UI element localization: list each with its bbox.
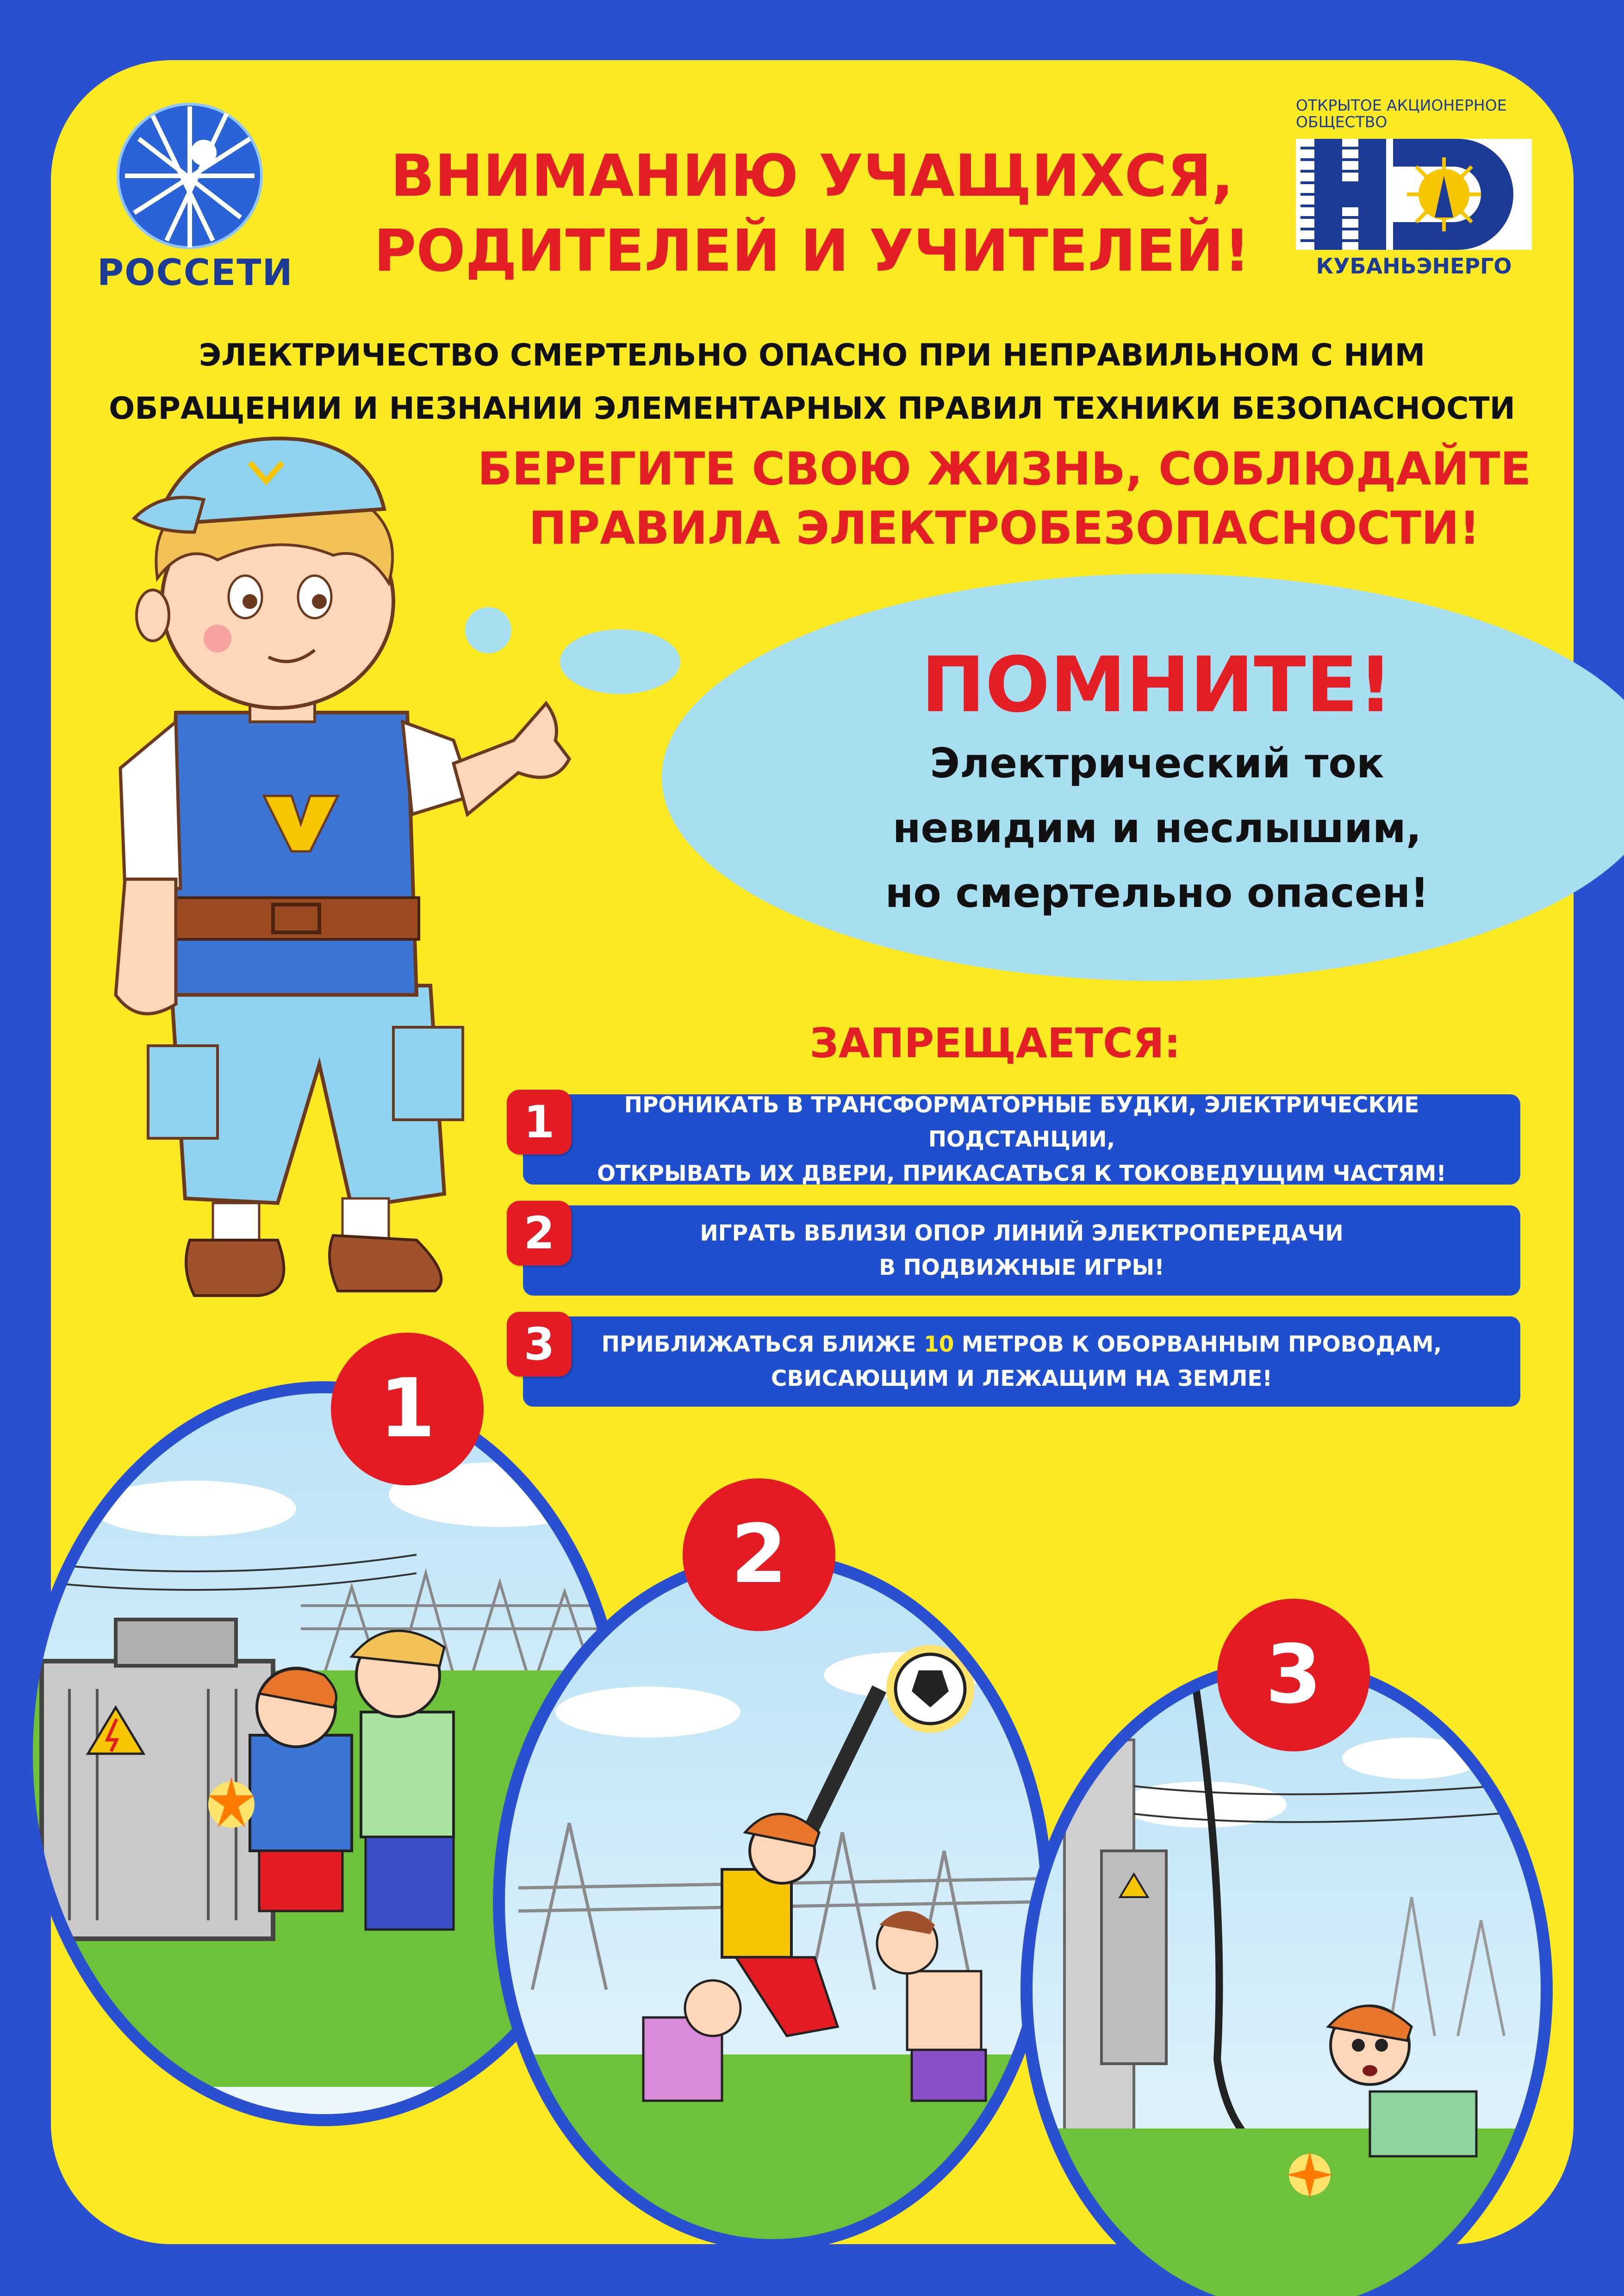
remember-line-2: невидим и неслышим, <box>892 804 1422 852</box>
rule-3-number-badge: 3 <box>507 1312 572 1377</box>
rule-3-line-1-end: МЕТРОВ К ОБОРВАННЫМ ПРОВОДАМ, <box>954 1331 1442 1357</box>
title-line-2: РОДИТЕЛЕЙ И УЧИТЕЛЕЙ! <box>373 217 1251 285</box>
fallen-wire-scene-icon <box>1018 1657 1574 2296</box>
subtitle <box>93 329 1531 435</box>
kubanenergo-caption-line1: ОТКРЫТОЕ АКЦИОНЕРНОЕ <box>1296 96 1507 114</box>
rule-3-line-1 <box>602 1328 1442 1362</box>
rule-3 <box>523 1316 1520 1407</box>
rule-1-text <box>537 1094 1506 1185</box>
scene-1-number: 1 <box>331 1333 484 1485</box>
boy-mascot <box>116 439 569 1296</box>
rule-1-line-2: ОТКРЫВАТЬ ИХ ДВЕРИ, ПРИКАСАТЬСЯ К ТОКОВЕДУЩИМ ЧАСТЯМ! <box>597 1160 1446 1186</box>
rosseti-logo-text: РОССЕТИ <box>97 252 293 294</box>
rule-2 <box>523 1205 1520 1296</box>
kubanenergo-caption-line2: ОБЩЕСТВО <box>1296 113 1388 131</box>
page-title <box>0 139 1624 289</box>
rule-1-line-1: ПРОНИКАТЬ В ТРАНСФОРМАТОРНЫЕ БУДКИ, ЭЛЕКТРИЧЕСКИЕ ПОДСТАНЦИИ, <box>624 1092 1419 1152</box>
forbidden-title: ЗАПРЕЩАЕТСЯ: <box>809 1019 1181 1067</box>
rule-2-number-badge: 2 <box>507 1201 572 1266</box>
scene-2-number: 2 <box>683 1478 835 1631</box>
remember-line-3: но смертельно опасен! <box>885 869 1429 917</box>
safety-call-line-1: БЕРЕГИТЕ СВОЮ ЖИЗНЬ, СОБЛЮДАЙТЕ <box>477 443 1531 496</box>
rule-2-line-1: ИГРАТЬ ВБЛИЗИ ОПОР ЛИНИЙ ЭЛЕКТРОПЕРЕДАЧИ <box>700 1220 1344 1246</box>
kubanenergo-logo-text: КУБАНЬЭНЕРГО <box>1316 254 1512 279</box>
rule-1-number-badge: 1 <box>507 1090 572 1154</box>
rule-3-line-1-start: ПРИБЛИЖАТЬСЯ БЛИЖЕ <box>601 1331 924 1357</box>
subtitle-line-2: ОБРАЩЕНИИ И НЕЗНАНИИ ЭЛЕМЕНТАРНЫХ ПРАВИЛ ТЕХНИКИ БЕЗОПАСНОСТИ <box>109 391 1515 426</box>
scene-3-number: 3 <box>1217 1599 1370 1751</box>
remember-line-1: Электрический ток <box>930 739 1384 787</box>
rule-3-distance: 10 <box>924 1331 954 1357</box>
rule-3-line-2: СВИСАЮЩИМ И ЛЕЖАЩИМ НА ЗЕМЛЕ! <box>771 1365 1272 1391</box>
rule-1 <box>523 1094 1520 1185</box>
rule-2-text <box>537 1205 1506 1296</box>
rule-3-text <box>537 1316 1506 1407</box>
rule-2-line-2: В ПОДВИЖНЫЕ ИГРЫ! <box>879 1254 1164 1280</box>
remember-text <box>740 731 1574 925</box>
safety-call <box>356 440 1624 558</box>
subtitle-line-1: ЭЛЕКТРИЧЕСТВО СМЕРТЕЛЬНО ОПАСНО ПРИ НЕПРАВИЛЬНОМ С НИМ <box>199 337 1425 373</box>
remember-title: ПОМНИТЕ! <box>921 640 1393 729</box>
ball-game-under-powerlines-scene-icon <box>486 1550 1064 2286</box>
safety-call-line-2: ПРАВИЛА ЭЛЕКТРОБЕЗОПАСНОСТИ! <box>529 502 1480 555</box>
title-line-1: ВНИМАНИЮ УЧАЩИХСЯ, <box>390 143 1234 210</box>
